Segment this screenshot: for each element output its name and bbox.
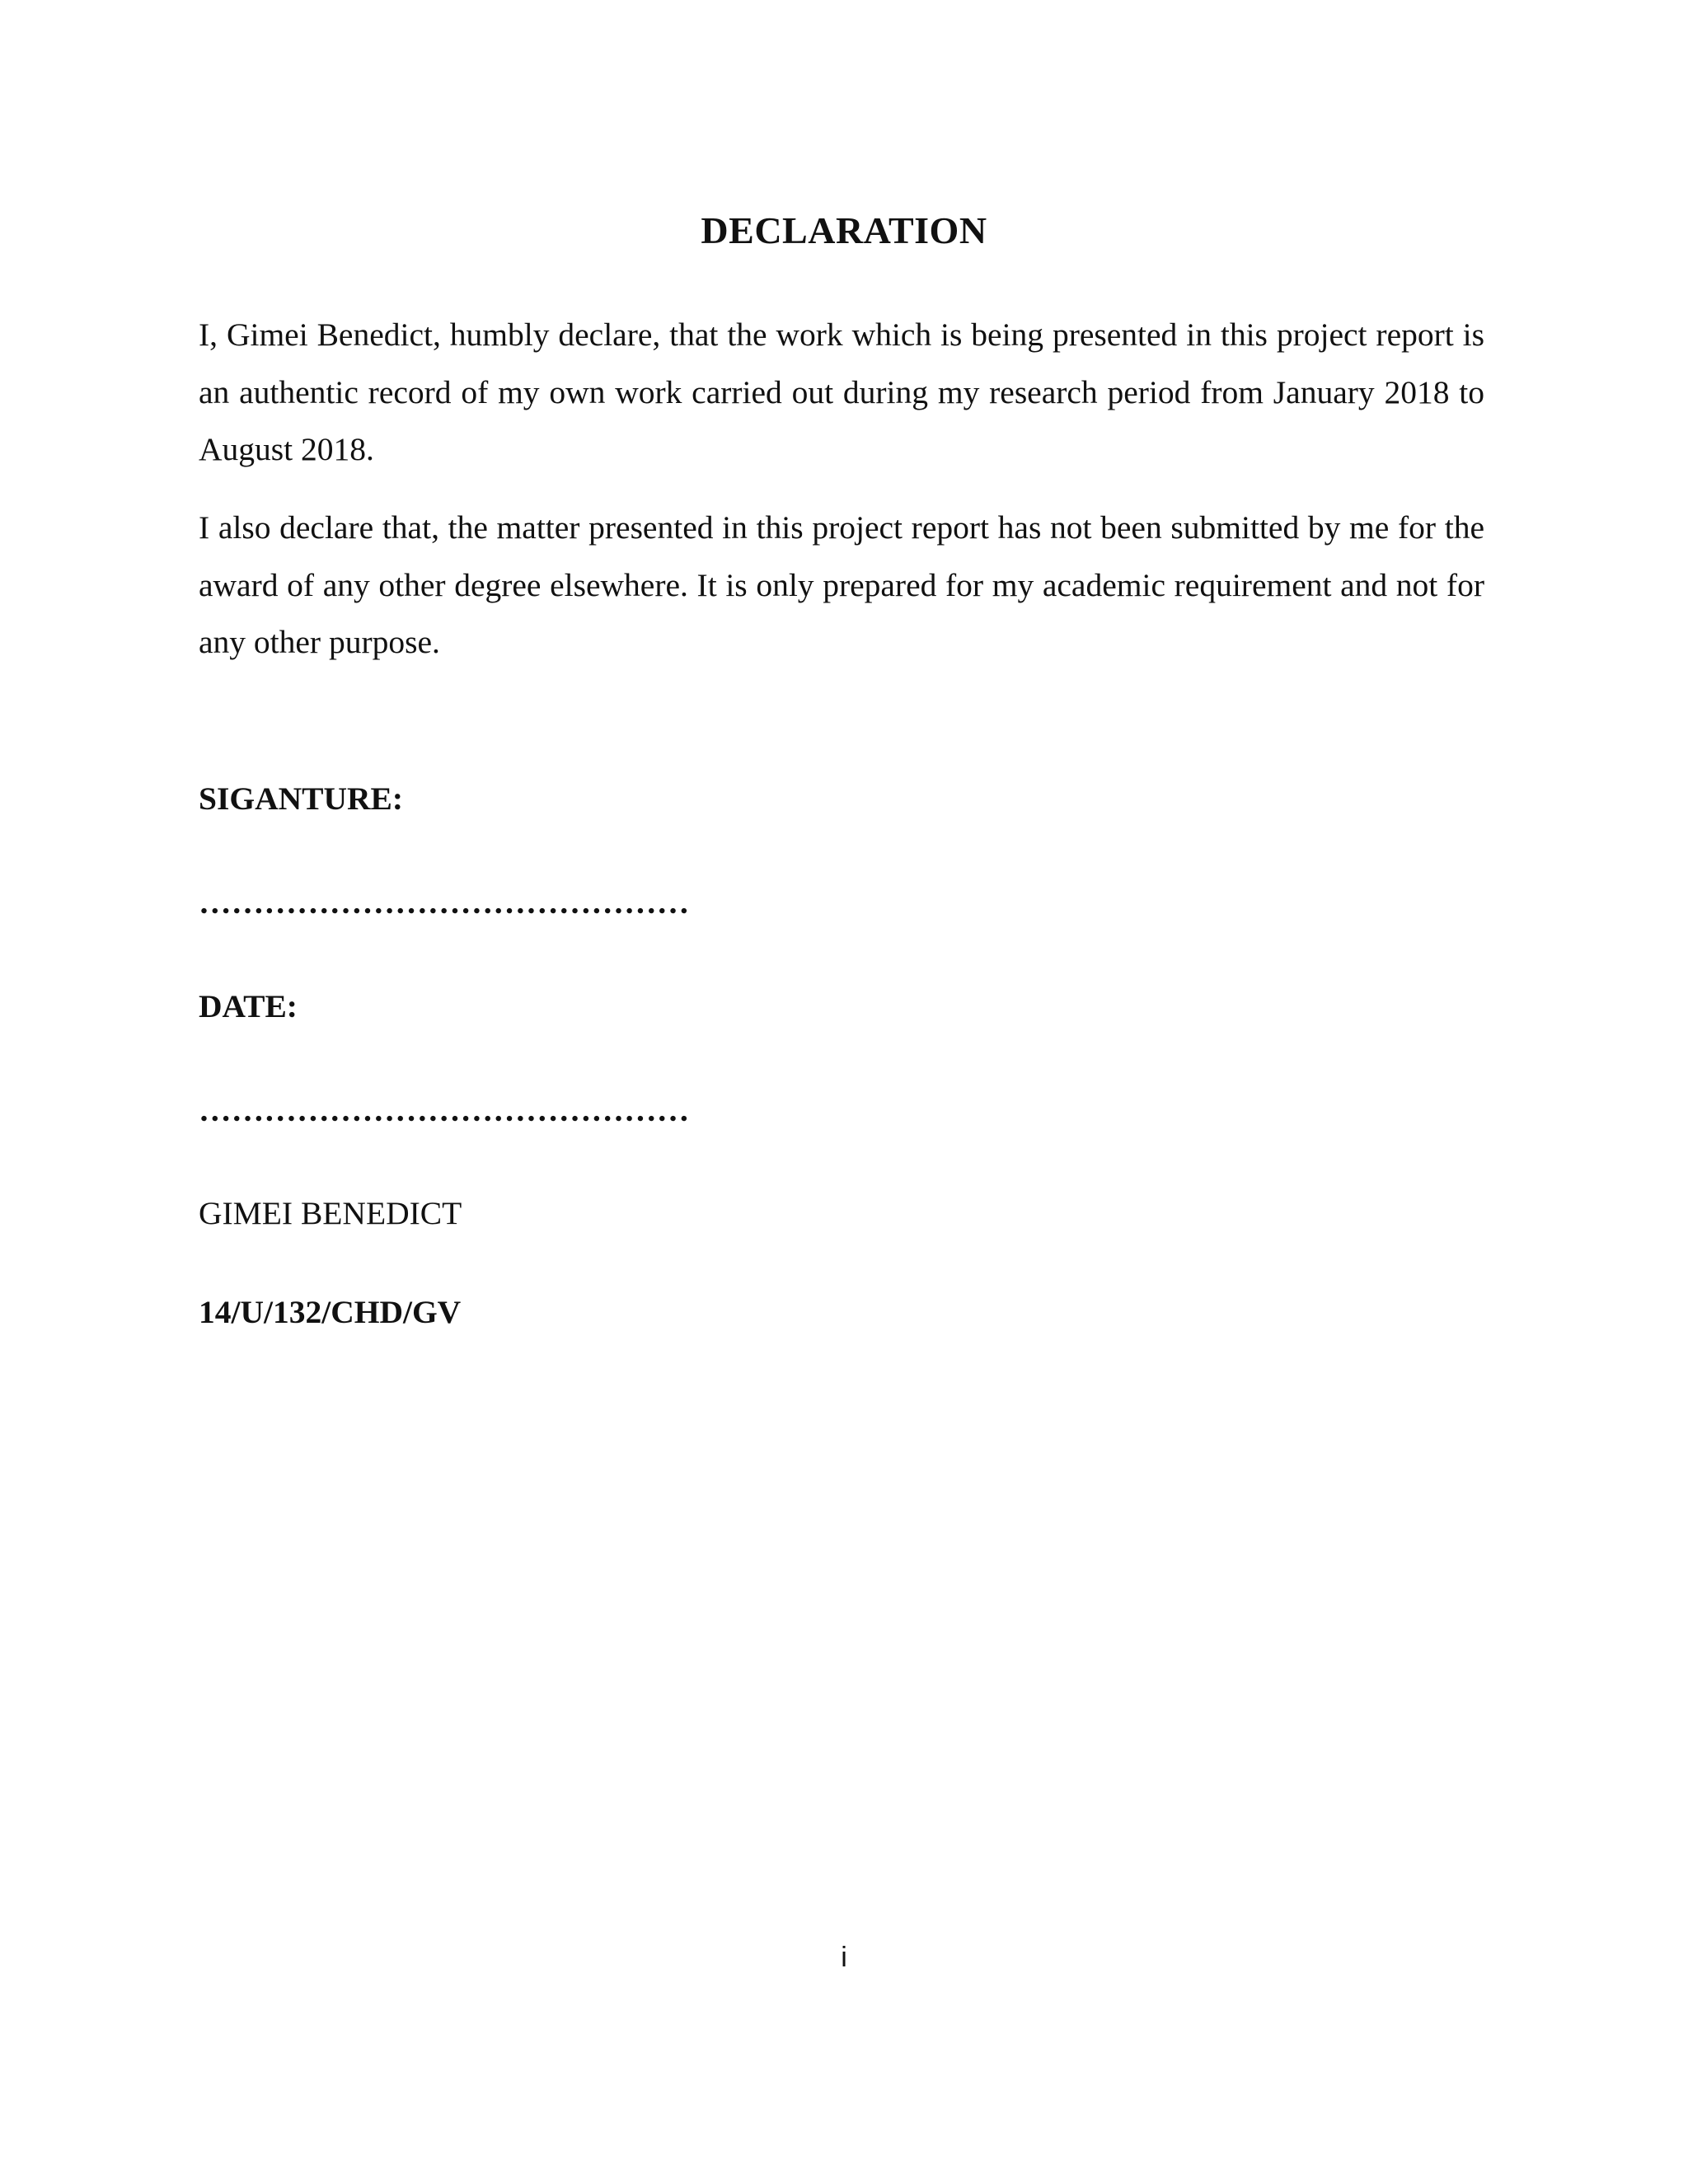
date-line: ………………………………………	[199, 1092, 690, 1128]
signature-line: ………………………………………	[199, 884, 690, 921]
date-label: DATE:	[199, 988, 298, 1024]
page-number: i	[841, 1942, 847, 1973]
declaration-paragraph-1: I, Gimei Benedict, humbly declare, that the work which is being presented in this project report is an authentic record of my own work carried out during my research period from January 2018 to August 2018.	[199, 316, 1484, 467]
signature-label: SIGANTURE:	[199, 780, 404, 817]
author-name: GIMEI BENEDICT	[199, 1195, 462, 1231]
declaration-paragraph-2: I also declare that, the matter presented in this project report has not been submitted by me for the award of any other degree elsewhere. It is only prepared for my academic requirement and not for any other purpose.	[199, 509, 1484, 660]
page-title: DECLARATION	[701, 209, 987, 251]
registration-number: 14/U/132/CHD/GV	[199, 1294, 462, 1330]
